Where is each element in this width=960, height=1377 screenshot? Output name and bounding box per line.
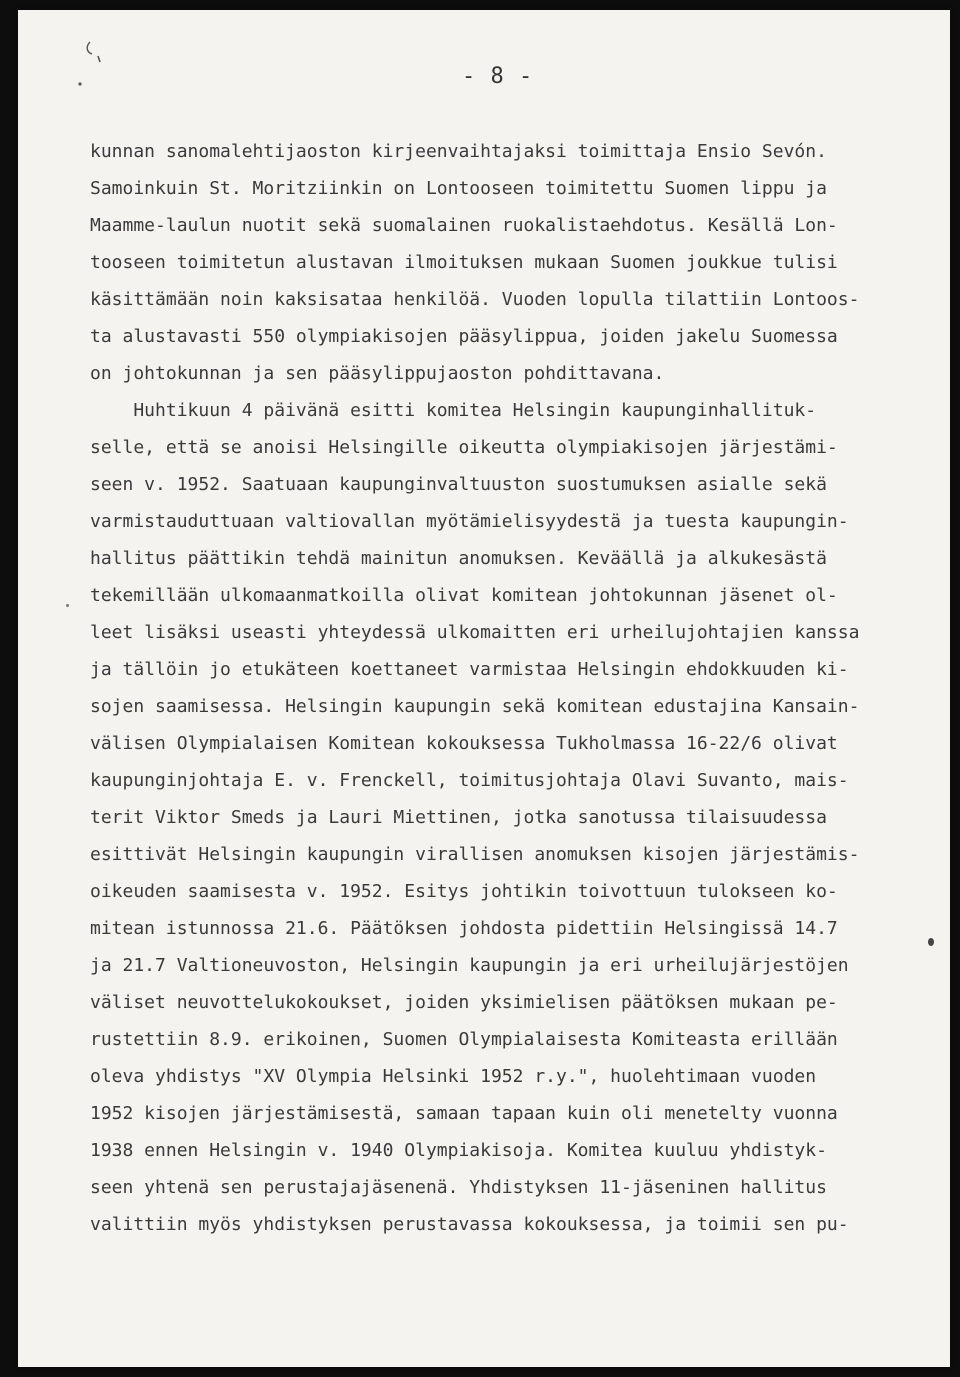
margin-speck bbox=[66, 604, 69, 607]
text-line: oikeuden saamisesta v. 1952. Esitys johtikin toivottuun tulokseen ko- bbox=[90, 881, 838, 902]
text-line: tekemillään ulkomaanmatkoilla olivat komitean johtokunnan jäsenet ol- bbox=[90, 585, 838, 606]
text-line: 1938 ennen Helsingin v. 1940 Olympiakisoja. Komitea kuuluu yhdistyk- bbox=[90, 1140, 827, 1161]
text-line: ja 21.7 Valtioneuvoston, Helsingin kaupungin ja eri urheilujärjestöjen bbox=[90, 955, 849, 976]
margin-speck bbox=[928, 938, 934, 946]
text-line: leet lisäksi useasti yhteydessä ulkomaitten eri urheilujohtajien kanssa bbox=[90, 622, 860, 643]
text-line: oleva yhdistys "XV Olympia Helsinki 1952 r.y.", huolehtimaan vuoden bbox=[90, 1066, 817, 1087]
text-line: varmistauduttuaan valtiovallan myötämielisyydestä ja tuesta kaupungin- bbox=[90, 511, 849, 532]
text-line: seen v. 1952. Saatuaan kaupunginvaltuuston suostumuksen asialle sekä bbox=[90, 474, 827, 495]
text-line: ja tällöin jo etukäteen koettaneet varmistaa Helsingin ehdokkuuden ki- bbox=[90, 659, 849, 680]
page-number: - 8 - bbox=[462, 64, 534, 89]
text-line: ta alustavasti 550 olympiakisojen pääsylippua, joiden jakelu Suomessa bbox=[90, 326, 838, 347]
text-line: selle, että se anoisi Helsingille oikeutta olympiakisojen järjestämi- bbox=[90, 437, 838, 458]
text-line: käsittämään noin kaksisataa henkilöä. Vuoden lopulla tilattiin Lontoos- bbox=[90, 289, 860, 310]
text-line: 1952 kisojen järjestämisestä, samaan tapaan kuin oli menetelty vuonna bbox=[90, 1103, 838, 1124]
text-line: Samoinkuin St. Moritziinkin on Lontooseen toimitettu Suomen lippu ja bbox=[90, 178, 827, 199]
text-line: seen yhtenä sen perustajajäsenenä. Yhdistyksen 11-jäseninen hallitus bbox=[90, 1177, 827, 1198]
text-line: valittiin myös yhdistyksen perustavassa kokouksessa, ja toimii sen pu- bbox=[90, 1214, 849, 1235]
text-line: Huhtikuun 4 päivänä esitti komitea Helsingin kaupunginhallituk- bbox=[90, 400, 817, 421]
text-line: Maamme-laulun nuotit sekä suomalainen ruokalistaehdotus. Kesällä Lon- bbox=[90, 215, 838, 236]
text-line: mitean istunnossa 21.6. Päätöksen johdosta pidettiin Helsingissä 14.7 bbox=[90, 918, 838, 939]
text-line: tooseen toimitetun alustavan ilmoituksen mukaan Suomen joukkue tulisi bbox=[90, 252, 838, 273]
text-line: kunnan sanomalehtijaoston kirjeenvaihtajaksi toimittaja Ensio Sevón. bbox=[90, 141, 827, 162]
text-line: välisen Olympialaisen Komitean kokouksessa Tukholmassa 16-22/6 olivat bbox=[90, 733, 838, 754]
text-line: hallitus päättikin tehdä mainitun anomuksen. Keväällä ja alkukesästä bbox=[90, 548, 827, 569]
text-line: esittivät Helsingin kaupungin virallisen anomuksen kisojen järjestämis- bbox=[90, 844, 860, 865]
text-line: kaupunginjohtaja E. v. Frenckell, toimitusjohtaja Olavi Suvanto, mais- bbox=[90, 770, 849, 791]
text-line: väliset neuvottelukokoukset, joiden yksimielisen päätöksen mukaan pe- bbox=[90, 992, 838, 1013]
text-line: terit Viktor Smeds ja Lauri Miettinen, jotka sanotussa tilaisuudessa bbox=[90, 807, 827, 828]
text-line: on johtokunnan ja sen pääsylippujaoston pohdittavana. bbox=[90, 363, 665, 384]
typewritten-body-text bbox=[90, 133, 920, 1243]
text-line: rustettiin 8.9. erikoinen, Suomen Olympialaisesta Komiteasta erillään bbox=[90, 1029, 838, 1050]
corner-pencil-marks bbox=[62, 36, 102, 96]
text-line: sojen saamisessa. Helsingin kaupungin sekä komitean edustajina Kansain- bbox=[90, 696, 860, 717]
